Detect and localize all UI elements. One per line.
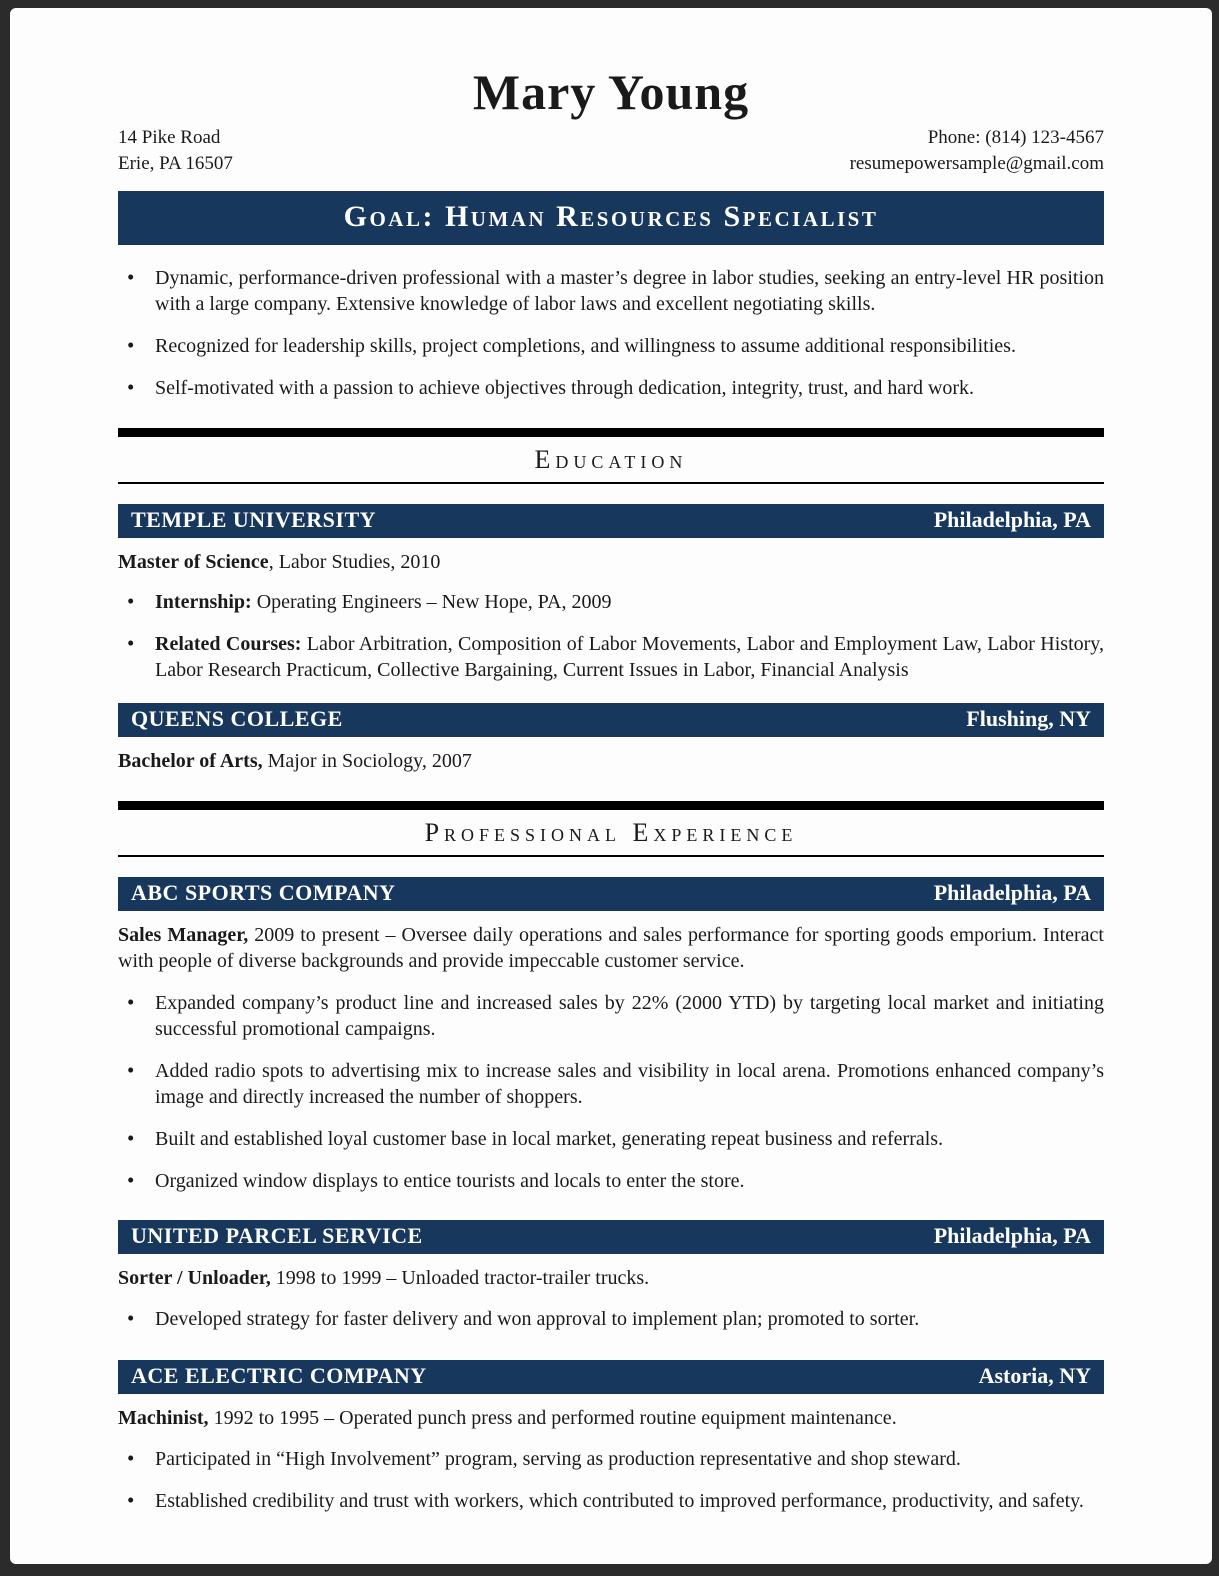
entry-bar-abc-sports	[118, 877, 1104, 911]
contact-reach	[850, 125, 1104, 177]
company-name: ABC SPORTS COMPANY	[131, 879, 396, 905]
summary-bullet-list	[118, 265, 1104, 401]
address-line-1: 14 Pike Road	[118, 126, 221, 148]
phone-number: Phone: (814) 123-4567	[927, 126, 1104, 148]
experience-bullet: • Participated in “High Involvement” program, serving as production representative and shop steward.	[118, 1446, 1104, 1472]
goal-banner-text: Goal: Human Resources Specialist	[343, 199, 879, 233]
entry-bar-ups	[118, 1220, 1104, 1254]
role-line	[118, 922, 1104, 974]
experience-bullet-list	[118, 1446, 1104, 1514]
section-rule	[118, 801, 1104, 810]
entry-bar-queens-college	[118, 703, 1104, 737]
goal-banner	[118, 191, 1104, 245]
summary-bullet: • Dynamic, performance-driven professional with a master’s degree in labor studies, seeking an entry-level HR position with a large company. Extensive knowledge of labor laws and excellent negotiating skills.	[118, 265, 1104, 317]
company-name: ACE ELECTRIC COMPANY	[131, 1362, 427, 1388]
section-education	[118, 428, 1104, 774]
experience-bullet-list	[118, 1306, 1104, 1332]
experience-bullet: • Organized window displays to entice tourists and locals to enter the store.	[118, 1168, 1104, 1194]
role-line	[118, 1265, 1104, 1291]
role-title: Sorter / Unloader,	[118, 1266, 271, 1289]
section-experience	[118, 801, 1104, 1514]
degree-name: Bachelor of Arts,	[118, 749, 263, 772]
person-name: Mary Young	[472, 64, 750, 120]
institution-location: Flushing, NY	[966, 705, 1091, 731]
degree-detail: , Labor Studies, 2010	[268, 550, 441, 573]
company-name: UNITED PARCEL SERVICE	[131, 1222, 423, 1248]
entry-bar-ace-electric	[118, 1360, 1104, 1394]
section-underline	[118, 482, 1104, 484]
experience-bullet: • Added radio spots to advertising mix to increase sales and visibility in local arena. Promotions enhanced company’s image and directly increased the number of shoppers.	[118, 1058, 1104, 1110]
section-heading-education: Education	[534, 444, 688, 474]
education-bullet	[118, 589, 1104, 615]
degree-name: Master of Science	[118, 550, 269, 573]
experience-bullet: • Expanded company’s product line and increased sales by 22% (2000 YTD) by targeting local market and initiating successful promotional campaigns.	[118, 990, 1104, 1042]
experience-bullet: • Built and established loyal customer base in local market, generating repeat business and referrals.	[118, 1126, 1104, 1152]
role-line	[118, 1405, 1104, 1431]
institution-name: QUEENS COLLEGE	[131, 705, 343, 731]
role-title: Machinist,	[118, 1406, 209, 1429]
experience-bullet: • Developed strategy for faster delivery and won approval to implement plan; promoted to sorter.	[118, 1306, 1104, 1332]
experience-bullet: • Established credibility and trust with workers, which contributed to improved performance, productivity, and safety.	[118, 1488, 1104, 1514]
bullet-lead: Related Courses:	[155, 632, 302, 655]
entry-bar-temple-university	[118, 504, 1104, 538]
institution-location: Philadelphia, PA	[933, 506, 1091, 532]
company-location: Philadelphia, PA	[933, 1222, 1091, 1248]
section-heading-experience: Professional Experience	[424, 817, 798, 847]
degree-detail: Major in Sociology, 2007	[262, 749, 472, 772]
email-address: resumepowersample@gmail.com	[849, 152, 1104, 174]
education-bullet-list	[118, 589, 1104, 683]
experience-bullet-list	[118, 990, 1104, 1194]
role-detail: 2009 to present – Oversee daily operations and sales performance for sporting goods emporium. Interact with people of diverse backgrounds and provide impeccable customer service.	[118, 923, 1104, 972]
institution-name: TEMPLE UNIVERSITY	[131, 506, 377, 532]
education-bullet	[118, 631, 1104, 683]
summary-bullet: • Self-motivated with a passion to achieve objectives through dedication, integrity, trust, and hard work.	[118, 375, 1104, 401]
summary-bullet: • Recognized for leadership skills, project completions, and willingness to assume additional responsibilities.	[118, 333, 1104, 359]
resume-page	[10, 8, 1212, 1564]
degree-line	[118, 748, 1104, 774]
role-detail: 1992 to 1995 – Operated punch press and performed routine equipment maintenance.	[208, 1406, 897, 1429]
bullet-lead: Internship:	[155, 590, 252, 613]
degree-line	[118, 549, 1104, 575]
section-rule	[118, 428, 1104, 437]
section-underline	[118, 855, 1104, 857]
company-location: Astoria, NY	[978, 1362, 1091, 1388]
bullet-text: Labor Arbitration, Composition of Labor Movements, Labor and Employment Law, Labor History, Labor Research Practicum, Collective Bargaining, Current Issues in Labor, Financial Analysis	[155, 632, 1104, 681]
address-line-2: Erie, PA 16507	[118, 152, 233, 174]
company-location: Philadelphia, PA	[933, 879, 1091, 905]
contact-address	[118, 125, 233, 177]
contact-row	[118, 125, 1104, 177]
bullet-text: Operating Engineers – New Hope, PA, 2009	[251, 590, 612, 613]
role-detail: 1998 to 1999 – Unloaded tractor-trailer trucks.	[270, 1266, 650, 1289]
role-title: Sales Manager,	[118, 923, 249, 946]
